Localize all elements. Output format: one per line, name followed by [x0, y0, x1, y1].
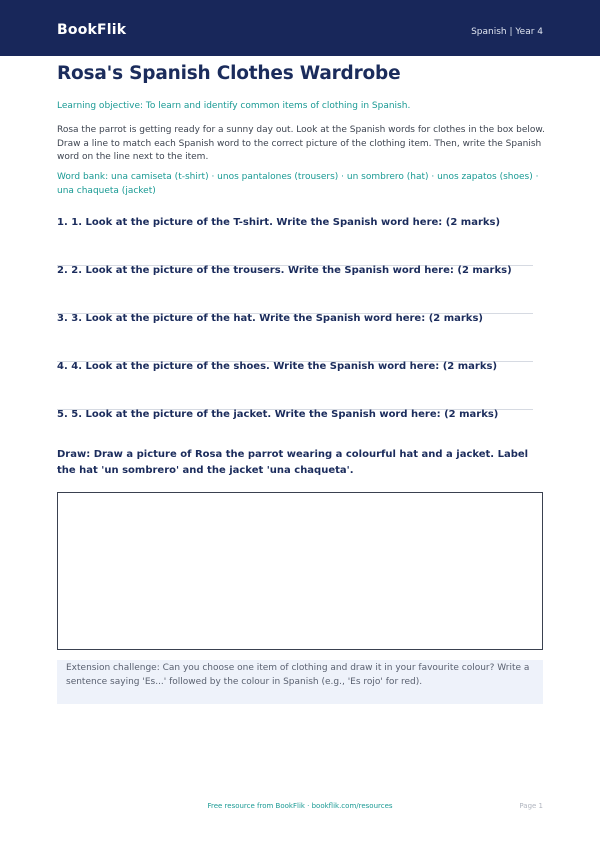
footer-credit[interactable]: Free resource from BookFlik · bookflik.com/resources [207, 802, 393, 810]
question-3 [57, 313, 533, 324]
question-1 [57, 217, 533, 228]
brand-logo[interactable]: BookFlik [57, 22, 127, 38]
question-text: 1. 1. Look at the picture of the T-shirt. Write the Spanish word here: (2 marks) [57, 217, 501, 228]
worksheet-title: Rosa's Spanish Clothes Wardrobe [57, 63, 401, 84]
page-number: Page 1 [519, 802, 543, 810]
drawing-prompt: Draw: Draw a picture of Rosa the parrot wearing a colourful hat and a jacket. Label the hat 'un sombrero' and the jacket 'una chaqueta'. [57, 449, 529, 476]
subject-year-label: Spanish | Year 4 [471, 27, 543, 37]
question-text: 2. 2. Look at the picture of the trousers. Write the Spanish word here: (2 marks) [57, 265, 512, 276]
question-text: 4. 4. Look at the picture of the shoes. Write the Spanish word here: (2 marks) [57, 361, 498, 372]
learning-objective: Learning objective: To learn and identify common items of clothing in Spanish. [57, 101, 411, 111]
question-2 [57, 265, 533, 276]
question-text: 5. 5. Look at the picture of the jacket. Write the Spanish word here: (2 marks) [57, 409, 499, 420]
word-bank: Word bank: una camiseta (t-shirt) · unos pantalones (trousers) · un sombrero (hat) · unos zapatos (shoes) · una chaqueta (jacket) [57, 172, 539, 196]
intro-paragraph: Rosa the parrot is getting ready for a sunny day out. Look at the Spanish words for clothes in the box below. Draw a line to match each Spanish word to the correct picture of the clothing item. Then, write the Spanish word on the line next to the item. [57, 125, 545, 163]
question-5 [57, 409, 533, 420]
question-text: 3. 3. Look at the picture of the hat. Write the Spanish word here: (2 marks) [57, 313, 483, 324]
page-header [0, 0, 600, 56]
question-4 [57, 361, 533, 372]
extension-text: Extension challenge: Can you choose one item of clothing and draw it in your favourite colour? Write a sentence saying 'Es...' followed by the colour in Spanish (e.g., 'Es rojo' for red). [66, 663, 530, 687]
extension-challenge [57, 660, 543, 704]
drawing-box[interactable] [57, 492, 543, 650]
